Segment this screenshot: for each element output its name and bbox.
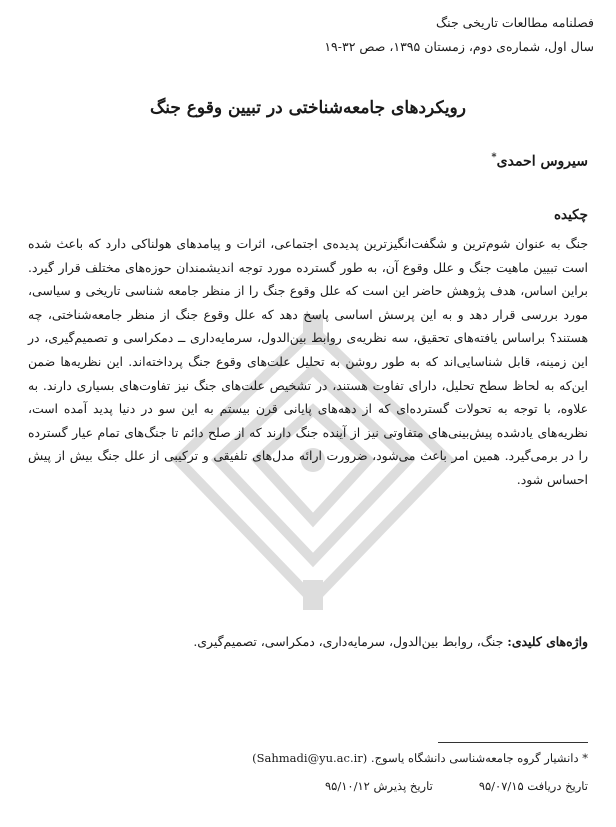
abstract-text: جنگ به عنوان شوم‌ترین و شگفت‌انگیز‌ترین پدیده‌ی اجتماعی، اثرات و پیامدهای هولناکی دارد که باعث شده است تبیین ماهیت جنگ و علل وقوع آن، به طور گسترده مورد توجه اندیشمندان حوزه‌های مختلف قرار گیرد. براین اساس، هدف پژوهش حاضر این است که علل وقوع جنگ را از منظر جامعه شناسی تاریخی و سیاسی، مورد بررسی قرار دهد و به این پرسش اساسی پاسخ دهد که علل وقوع جنگ از منظر جامعه‌شناختی، چه هستند؟ براساس یافته‌های تحقیق، سه نظریه‌ی روابط بین‌الدول، سرمایه‌داری ــ دمکراسی و تصمیم‌گیری، در این زمینه، قابل شناسایی‌اند که به طور روشن به تحلیل علت‌های وقوع جنگ پرداخته‌اند. این نظریه‌ها ضمن این‌که به لحاظ سطح تحلیل، دارای تفاوت هستند، در تشخیص علت‌های جنگ نیز تفاوت‌های بسیاری دارند. به علاوه، با توجه به تحولات گسترده‌ای که از دهه‌های پایانی قرن بیستم به این سو در دنیا پدید آمده است، نظریه‌های یادشده پیش‌بینی‌های متفاوتی نیز از آینده جنگ دارند که از صلح دائم تا جنگ‌های تمام عیار گسترده را در برمی‌گیرد. همین امر باعث می‌شود، ضرورت ارائه مدل‌های تلفیقی و ترکیبی از علل جنگ بیش از پیش احساس شود. [28,236,588,487]
article-dates [28,776,588,796]
abstract-heading: چکیده [553,207,588,223]
journal-name: فصلنامه مطالعات تاریخی جنگ [435,15,594,30]
accepted-date: تاریخ پذیرش ۹۵/۱۰/۱۲ [324,779,433,793]
author-footnote-mark: * [491,152,497,163]
article-title: رویکردهای جامعه‌شناختی در تبیین وقوع جنگ [150,98,466,118]
keywords-line [28,630,588,654]
author-line [491,148,588,172]
footnote-divider [438,742,588,743]
journal-header [34,14,594,56]
keywords-text: جنگ، روابط بین‌الدول، سرمایه‌داری، دمکراسی، تصمیم‌گیری. [193,634,504,649]
received-date: تاریخ دریافت ۹۵/۰۷/۱۵ [478,779,588,793]
keywords-label: واژه‌های کلیدی: [507,634,588,649]
author-name: سیروس احمدی [496,153,588,170]
author-affiliation-footnote: * دانشیار گروه جامعه‌شناسی دانشگاه یاسوج. (Sahmadi@yu.ac.ir) [252,751,588,765]
issue-info: سال اول، شماره‌ی دوم، زمستان ۱۳۹۵، صص ۳۲-۱۹ [324,39,594,54]
